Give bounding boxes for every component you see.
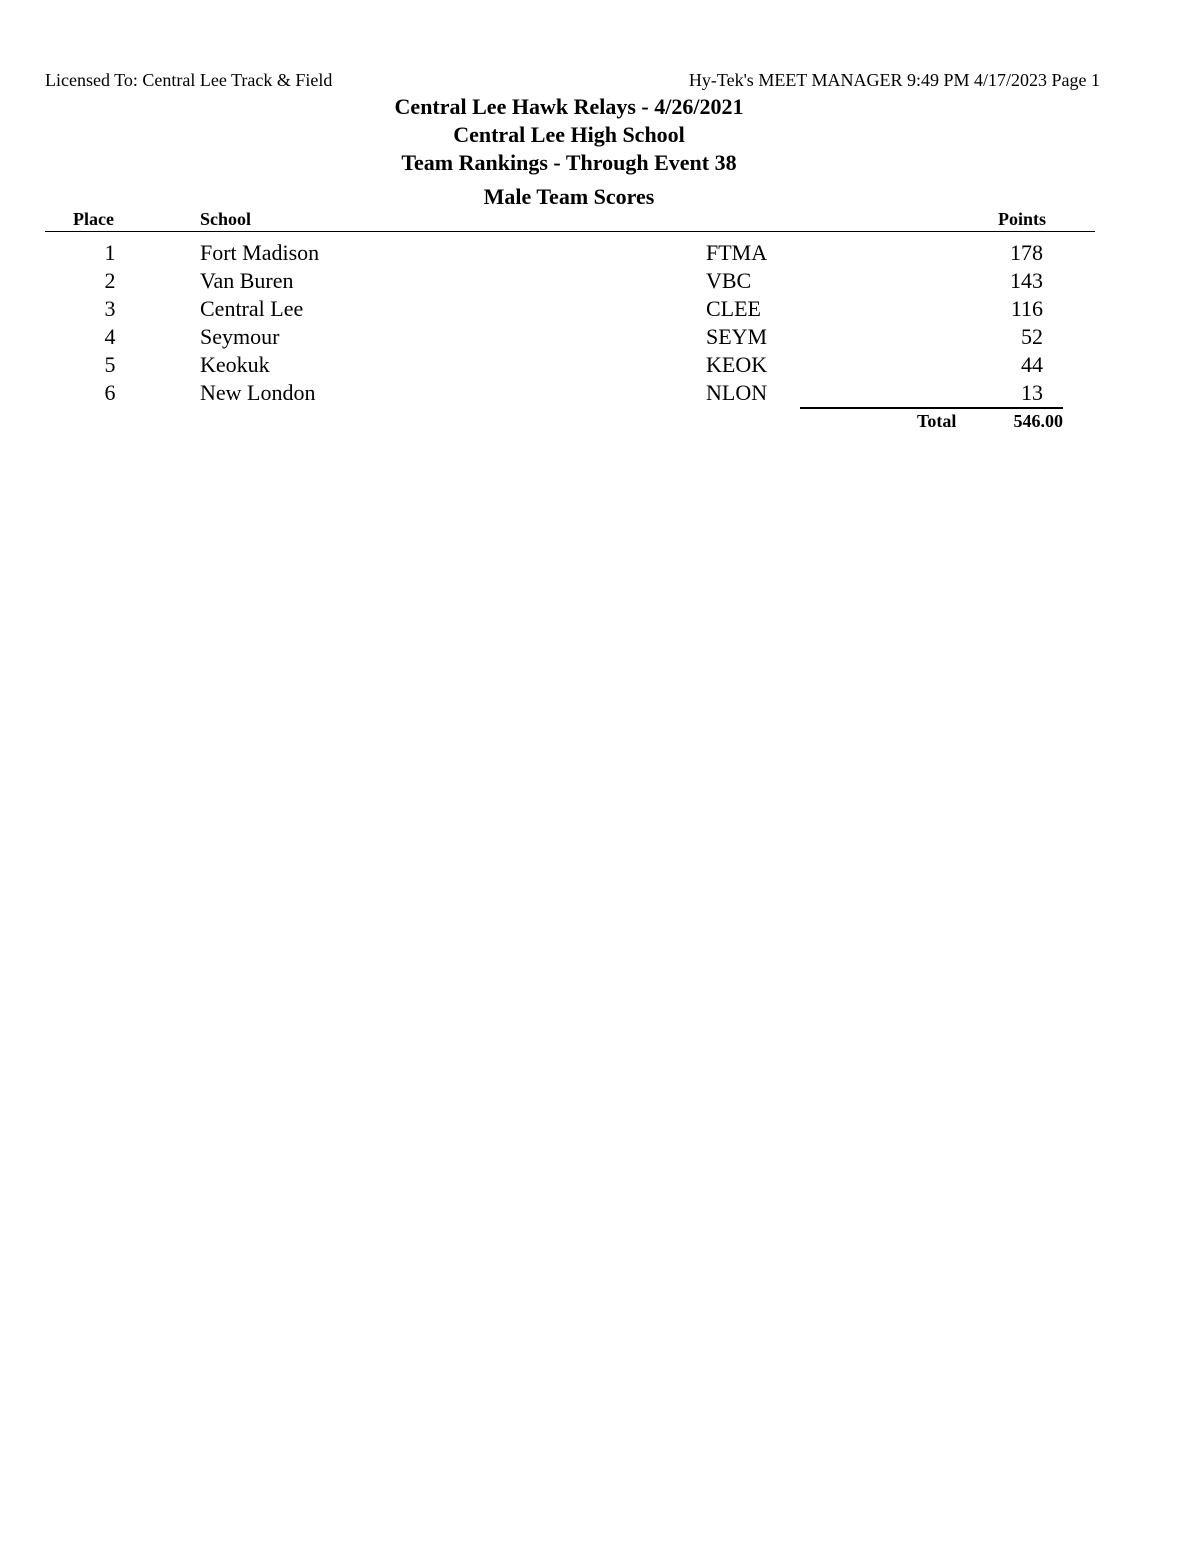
row-school: Seymour xyxy=(200,324,280,349)
row-team-code: FTMA xyxy=(706,240,768,265)
row-school: Van Buren xyxy=(200,268,294,293)
total-label: Total xyxy=(917,411,957,431)
row-points: 116 xyxy=(1010,296,1043,321)
row-points: 143 xyxy=(1010,268,1043,293)
row-place: 1 xyxy=(104,240,116,265)
row-school: New London xyxy=(200,380,316,405)
row-team-code: CLEE xyxy=(706,296,761,321)
table-row xyxy=(0,352,1200,380)
row-place: 5 xyxy=(104,352,116,377)
row-team-code: KEOK xyxy=(706,352,768,377)
row-school: Central Lee xyxy=(200,296,304,321)
row-school: Fort Madison xyxy=(200,240,320,265)
row-place: 4 xyxy=(104,324,116,349)
column-header-place: Place xyxy=(73,209,114,229)
row-points: 52 xyxy=(1021,324,1043,349)
table-row xyxy=(0,380,1200,408)
meet-title: Central Lee Hawk Relays - 4/26/2021 xyxy=(394,94,744,119)
row-place: 6 xyxy=(104,380,116,405)
software-info: Hy-Tek's MEET MANAGER 9:49 PM 4/17/2023 Page 1 xyxy=(688,70,1100,90)
table-row xyxy=(0,296,1200,324)
row-points: 178 xyxy=(1010,240,1043,265)
column-header-school: School xyxy=(200,209,252,229)
row-team-code: NLON xyxy=(706,380,768,405)
report-title: Team Rankings - Through Event 38 xyxy=(401,150,737,175)
header-divider xyxy=(45,231,1095,232)
total-divider xyxy=(800,407,1063,409)
section-title: Male Team Scores xyxy=(483,184,655,209)
table-row xyxy=(0,268,1200,296)
team-scores-table xyxy=(0,240,1200,408)
table-row xyxy=(0,240,1200,268)
table-row xyxy=(0,324,1200,352)
row-points: 44 xyxy=(1021,352,1043,377)
license-text: Licensed To: Central Lee Track & Field xyxy=(45,70,333,90)
row-school: Keokuk xyxy=(200,352,270,377)
row-points: 13 xyxy=(1021,380,1043,405)
row-place: 3 xyxy=(104,296,116,321)
row-team-code: VBC xyxy=(706,268,752,293)
column-header-points: Points xyxy=(998,209,1047,229)
venue-title: Central Lee High School xyxy=(453,122,685,147)
row-team-code: SEYM xyxy=(706,324,768,349)
row-place: 2 xyxy=(104,268,116,293)
total-value: 546.00 xyxy=(1013,411,1063,431)
